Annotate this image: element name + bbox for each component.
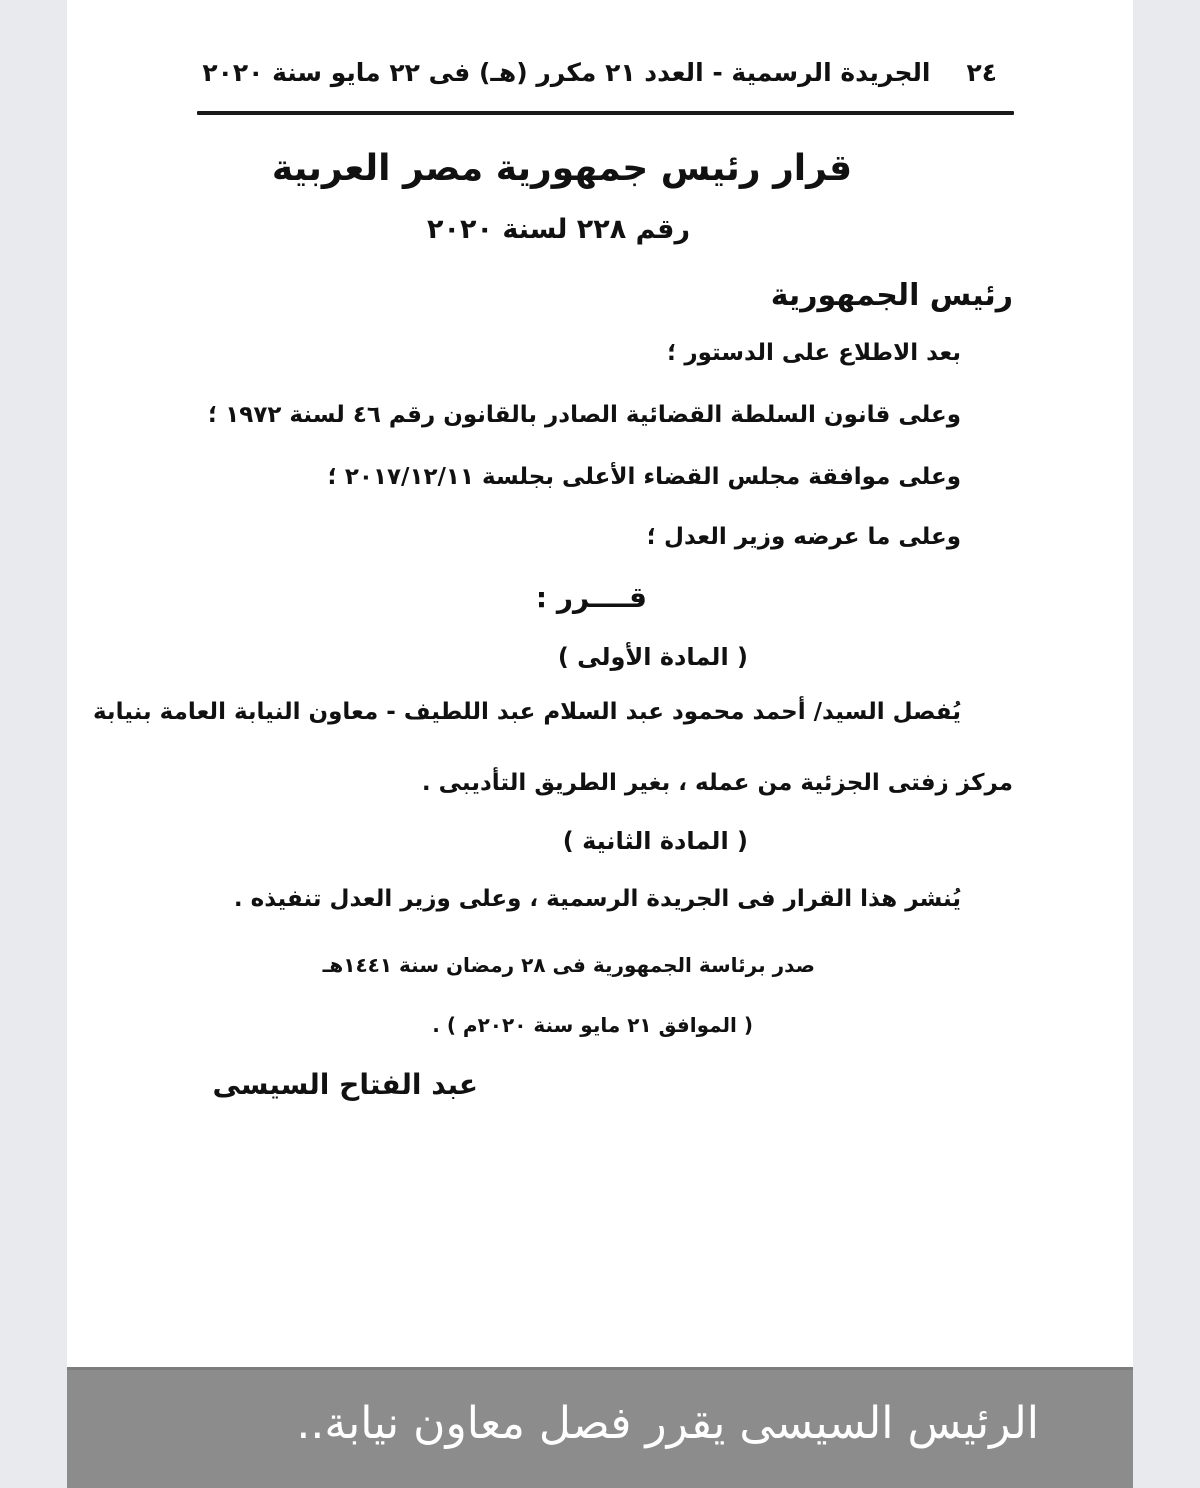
header-divider xyxy=(197,111,1014,115)
page-number: ٢٤ xyxy=(966,58,997,87)
article-heading: ( المادة الأولى ) xyxy=(557,643,748,671)
preamble-line: بعد الاطلاع على الدستور ؛ xyxy=(667,340,961,366)
decree-number: رقم ٢٢٨ لسنة ٢٠٢٠ xyxy=(427,214,690,245)
article-line: يُفصل السيد/ أحمد محمود عبد السلام عبد اللطيف - معاون النيابة العامة بنيابة xyxy=(92,699,961,725)
document-page xyxy=(67,0,1133,1367)
preamble-line: وعلى ما عرضه وزير العدل ؛ xyxy=(646,524,961,550)
preamble-line: وعلى قانون السلطة القضائية الصادر بالقانون رقم ٤٦ لسنة ١٩٧٢ ؛ xyxy=(208,402,961,428)
article-line: يُنشر هذا القرار فى الجريدة الرسمية ، وعلى وزير العدل تنفيذه . xyxy=(233,886,961,912)
decree-title: قرار رئيس جمهورية مصر العربية xyxy=(271,148,853,189)
decided-label: قــــرر : xyxy=(535,581,647,614)
corresponding-date: ( الموافق ٢١ مايو سنة ٢٠٢٠م ) . xyxy=(432,1013,753,1037)
article-heading: ( المادة الثانية ) xyxy=(562,827,748,855)
issued-date: صدر برئاسة الجمهورية فى ٢٨ رمضان سنة ١٤٤١هـ xyxy=(322,953,815,977)
caption-bar xyxy=(67,1367,1133,1488)
gazette-header xyxy=(202,58,997,87)
publication-info: الجريدة الرسمية - العدد ٢١ مكرر (هـ) فى ٢٢ مايو سنة ٢٠٢٠ xyxy=(202,58,931,87)
caption-text: الرئيس السيسى يقرر فصل معاون نيابة.. xyxy=(296,1398,1039,1449)
preamble-line: وعلى موافقة مجلس القضاء الأعلى بجلسة ٢٠١٧/١٢/١١ ؛ xyxy=(327,464,961,490)
gazette-document xyxy=(67,0,1133,1367)
issuer-heading: رئيس الجمهورية xyxy=(770,278,1013,313)
signature: عبد الفتاح السيسى xyxy=(212,1068,478,1101)
article-line: مركز زفتى الجزئية من عمله ، بغير الطريق التأديبى . xyxy=(421,770,1013,796)
